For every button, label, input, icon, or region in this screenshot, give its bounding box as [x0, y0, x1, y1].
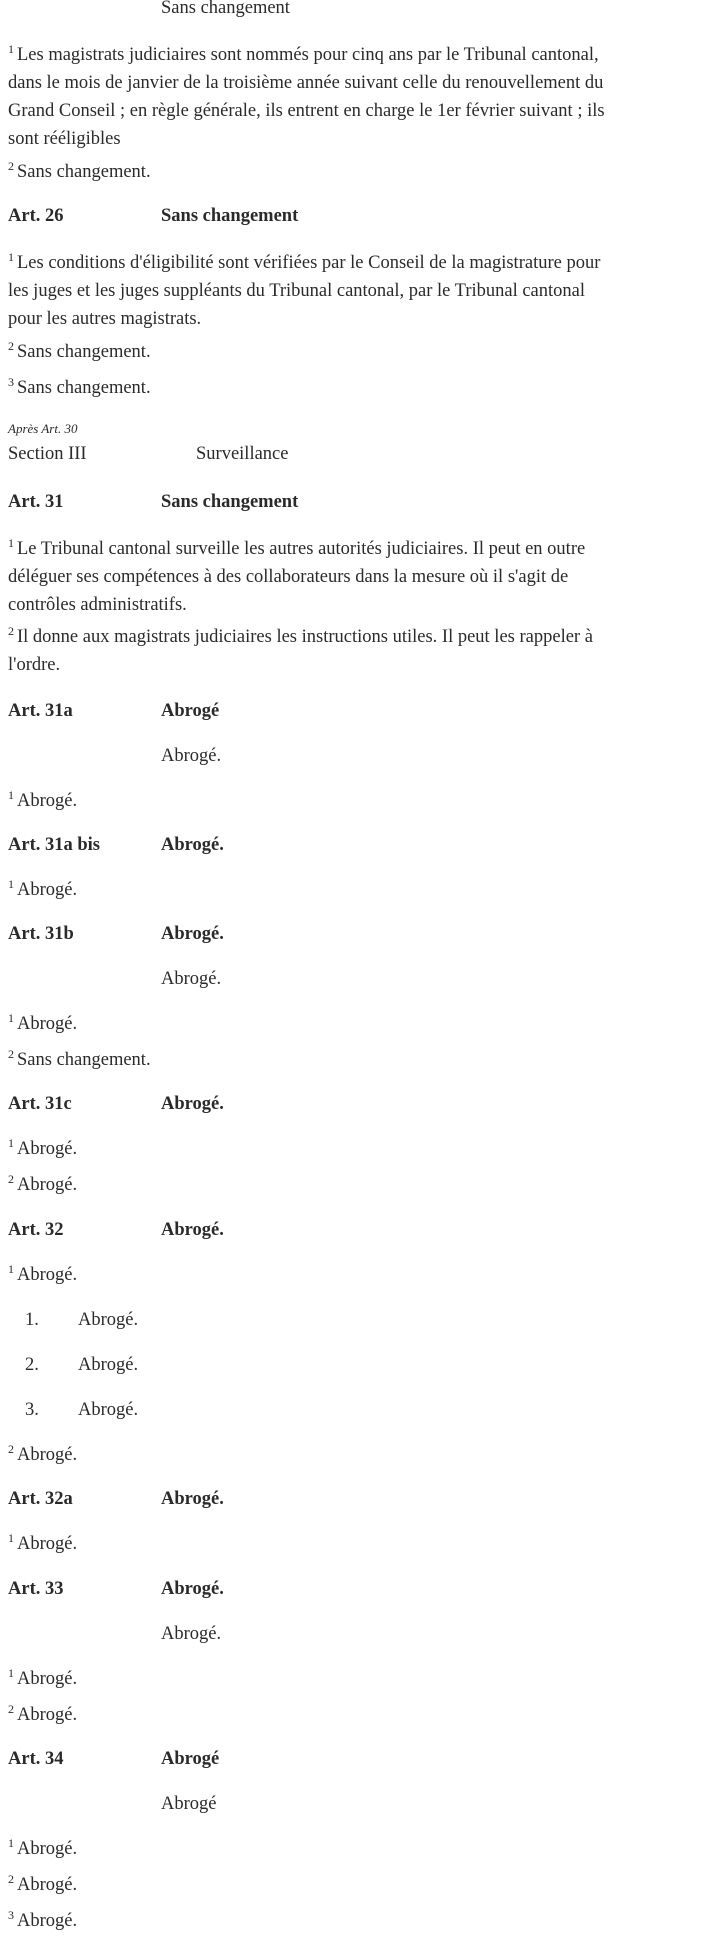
paragraph-line: déléguer ses compétences à des collaborateurs dans la mesure où il s'agit de: [8, 567, 569, 587]
paragraph-text: Abrogé.: [17, 1175, 78, 1195]
art32-paragraph-1: [8, 1261, 708, 1289]
paragraph-line: [8, 623, 708, 651]
article-number: Art. 32: [8, 1220, 64, 1240]
article-number: Art. 26: [8, 206, 64, 226]
paragraph-text: Abrogé.: [17, 1875, 78, 1895]
paragraph-text: Abrogé.: [17, 1014, 78, 1034]
article-title: Sans changement: [161, 206, 299, 226]
paragraph-number: 1: [8, 1262, 14, 1276]
paragraph-number: 3: [8, 1908, 14, 1922]
article-number: Art. 34: [8, 1749, 64, 1769]
article-number: Art. 31c: [8, 1094, 72, 1114]
article-title: Abrogé.: [161, 1579, 224, 1599]
paragraph-number: 1: [8, 1531, 14, 1545]
art33-paragraph-2: [8, 1701, 708, 1729]
paragraph-number: 1: [8, 536, 14, 550]
paragraph-line: contrôles administratifs.: [8, 595, 187, 615]
paragraph-number: 2: [8, 624, 14, 638]
paragraph-text: Sans changement.: [17, 1050, 151, 1070]
art34-paragraph-1: [8, 1835, 708, 1863]
art32a-paragraph-1: [8, 1530, 708, 1558]
paragraph-line: Grand Conseil ; en règle générale, ils entrent en charge le 1er février suivant ; ils: [8, 101, 605, 121]
paragraph-line: sont rééligibles: [8, 129, 121, 149]
paragraph-number: 3: [8, 375, 14, 389]
paragraph-text: Abrogé.: [17, 1534, 78, 1554]
article-title: Abrogé.: [161, 835, 224, 855]
art31abis-paragraph-1: [8, 876, 708, 904]
paragraph-number: 1: [8, 788, 14, 802]
list-item-text: Abrogé.: [78, 1310, 139, 1330]
list-item-number: 1.: [25, 1310, 39, 1330]
paragraph-text: Abrogé.: [17, 1669, 78, 1689]
paragraph-number: 2: [8, 1047, 14, 1061]
list-item-text: Abrogé.: [78, 1355, 139, 1375]
paragraph-number: 2: [8, 159, 14, 173]
paragraph-number: 2: [8, 1702, 14, 1716]
list-item-number: 3.: [25, 1400, 39, 1420]
art33-paragraph-1: [8, 1665, 708, 1693]
top-heading: Sans changement: [161, 0, 290, 18]
paragraph-text: Abrogé.: [17, 1911, 78, 1931]
paragraph-line: [8, 535, 708, 563]
paragraph-number: 2: [8, 1172, 14, 1186]
paragraph-text: Abrogé.: [17, 880, 78, 900]
paragraph-text: Abrogé.: [17, 1139, 78, 1159]
article-number: Art. 31a: [8, 701, 73, 721]
article-number: Art. 32a: [8, 1489, 73, 1509]
paragraph-text: Les conditions d'éligibilité sont vérifiées par le Conseil de la magistrature pour: [17, 253, 601, 273]
paragraph-text: Le Tribunal cantonal surveille les autres autorités judiciaires. Il peut en outre: [17, 539, 586, 559]
article-title: Abrogé: [161, 701, 220, 721]
art31-paragraph-1: [8, 535, 708, 619]
article-subtitle: Abrogé.: [161, 746, 222, 766]
paragraph-number: 2: [8, 1872, 14, 1886]
art31a-paragraph-1: [8, 787, 708, 815]
art25-paragraph-2: [8, 158, 708, 186]
paragraph-text: Abrogé.: [17, 791, 78, 811]
paragraph-text: Abrogé.: [17, 1445, 78, 1465]
article-subtitle: Abrogé.: [161, 1624, 222, 1644]
article-subtitle: Abrogé.: [161, 969, 222, 989]
art31-paragraph-2: [8, 623, 708, 679]
paragraph-line: dans le mois de janvier de la troisième année suivant celle du renouvellement du: [8, 73, 604, 93]
paragraph-text: Il donne aux magistrats judiciaires les instructions utiles. Il peut les rappeler à: [17, 627, 593, 647]
section-placement-note: Après Art. 30: [8, 421, 78, 436]
article-title: Abrogé.: [161, 1094, 224, 1114]
article-title: Abrogé.: [161, 1220, 224, 1240]
section-number: Section III: [8, 444, 87, 464]
list-item-number: 2.: [25, 1355, 39, 1375]
article-subtitle: Abrogé: [161, 1794, 217, 1814]
section-title: Surveillance: [196, 444, 289, 464]
article-number: Art. 31a bis: [8, 835, 100, 855]
paragraph-number: 2: [8, 339, 14, 353]
article-title: Abrogé: [161, 1749, 220, 1769]
paragraph-number: 1: [8, 877, 14, 891]
article-title: Abrogé.: [161, 1489, 224, 1509]
art31b-paragraph-1: [8, 1010, 708, 1038]
paragraph-text: Les magistrats judiciaires sont nommés pour cinq ans par le Tribunal cantonal,: [17, 45, 599, 65]
art31c-paragraph-1: [8, 1135, 708, 1163]
paragraph-number: 1: [8, 1011, 14, 1025]
paragraph-number: 1: [8, 1666, 14, 1680]
paragraph-number: 1: [8, 250, 14, 264]
art34-paragraph-3: [8, 1907, 708, 1935]
art34-paragraph-2: [8, 1871, 708, 1899]
paragraph-line: pour les autres magistrats.: [8, 309, 202, 329]
paragraph-line: les juges et les juges suppléants du Tribunal cantonal, par le Tribunal cantonal: [8, 281, 586, 301]
art26-paragraph-2: [8, 338, 708, 366]
paragraph-text: Abrogé.: [17, 1839, 78, 1859]
article-title: Abrogé.: [161, 924, 224, 944]
art26-paragraph-1: [8, 249, 708, 333]
paragraph-number: 1: [8, 1136, 14, 1150]
paragraph-number: 1: [8, 42, 14, 56]
paragraph-number: 2: [8, 1442, 14, 1456]
article-number: Art. 31: [8, 492, 64, 512]
paragraph-line: [8, 41, 708, 69]
paragraph-text: Abrogé.: [17, 1705, 78, 1725]
art25-paragraph-1: [8, 41, 708, 153]
list-item-text: Abrogé.: [78, 1400, 139, 1420]
article-number: Art. 31b: [8, 924, 74, 944]
art31b-paragraph-2: [8, 1046, 708, 1074]
paragraph-number: 1: [8, 1836, 14, 1850]
paragraph-line: [8, 249, 708, 277]
paragraph-text: Sans changement.: [17, 342, 151, 362]
art32-paragraph-2: [8, 1441, 708, 1469]
art26-paragraph-3: [8, 374, 708, 402]
paragraph-line: l'ordre.: [8, 655, 61, 675]
paragraph-text: Sans changement.: [17, 378, 151, 398]
paragraph-text: Sans changement.: [17, 162, 151, 182]
art31c-paragraph-2: [8, 1171, 708, 1199]
paragraph-text: Abrogé.: [17, 1265, 78, 1285]
article-number: Art. 33: [8, 1579, 64, 1599]
article-title: Sans changement: [161, 492, 299, 512]
